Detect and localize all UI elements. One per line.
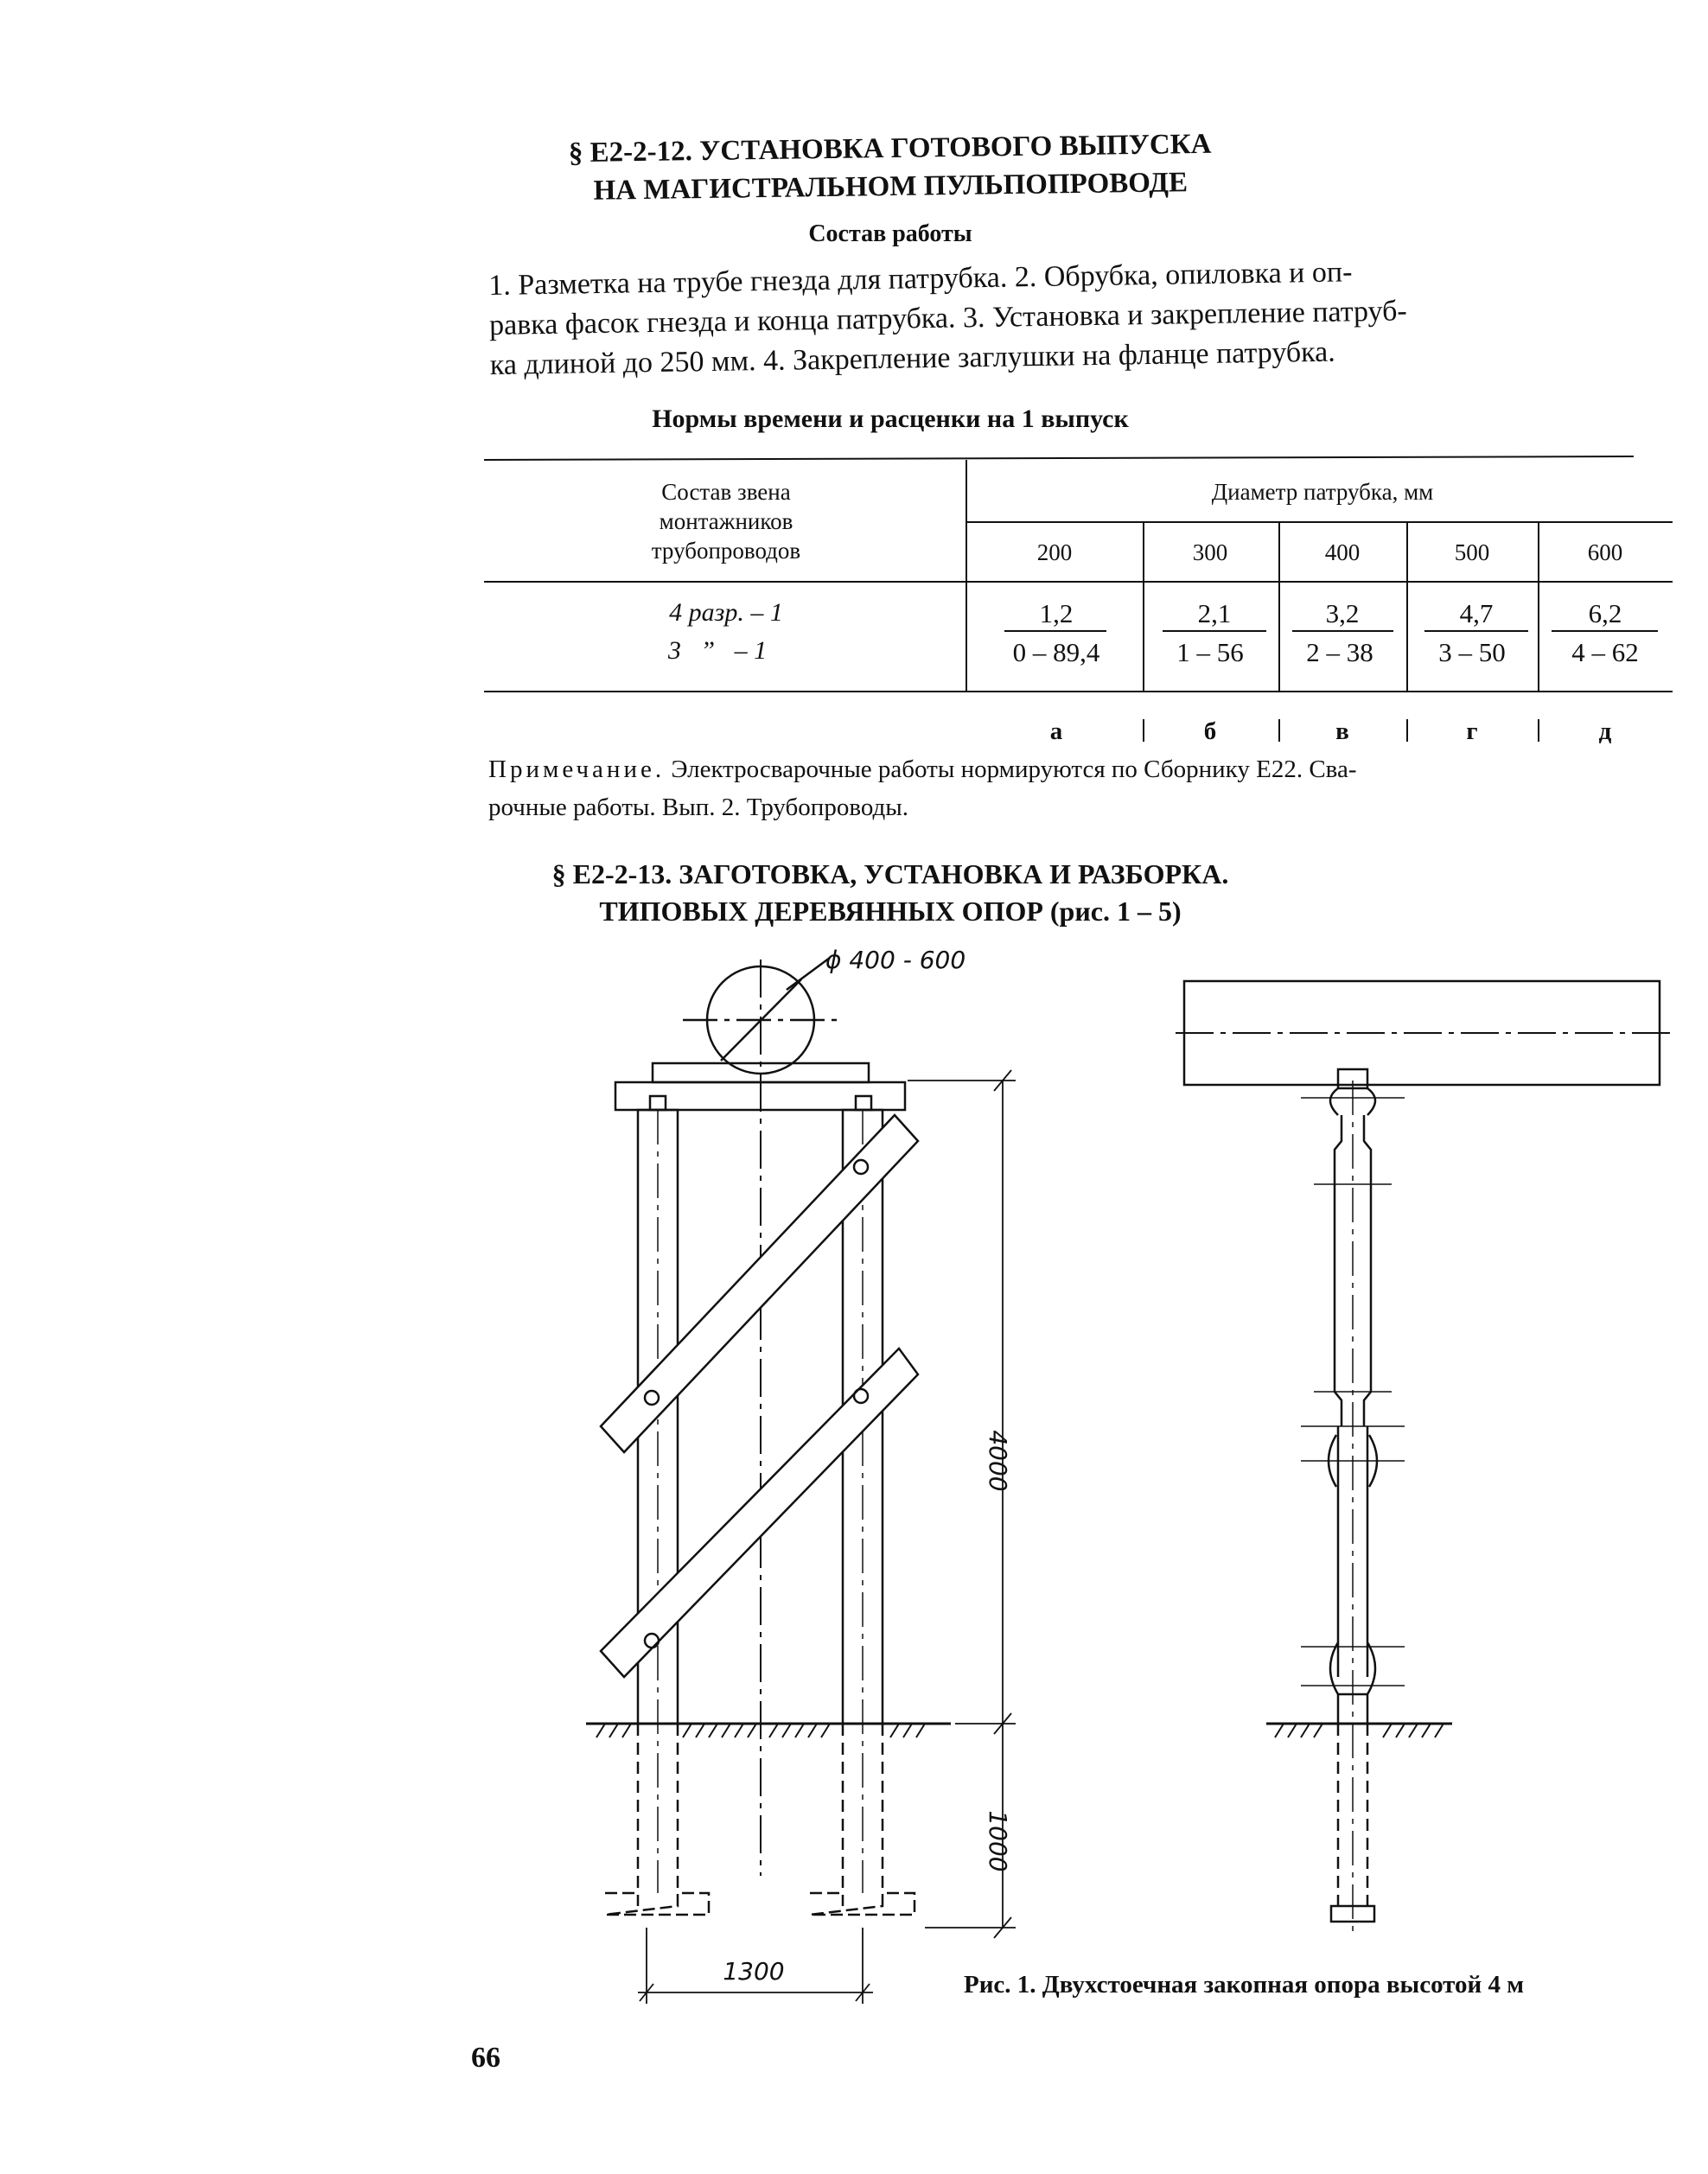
- section2-title-line2: ТИПОВЫХ ДЕРЕВЯННЫХ ОПОР (рис. 1 – 5): [599, 896, 1182, 927]
- figure-caption: Рис. 1. Двухстоечная закопная опора высотой 4 м: [964, 1971, 1525, 1999]
- norm-600: 6,2: [1588, 598, 1622, 628]
- rate-400: 2 – 38: [1306, 637, 1373, 667]
- col-letter-b: б: [1203, 717, 1217, 745]
- crew-header-line3: трубопроводов: [651, 538, 801, 564]
- note-text-1: Электросварочные работы нормируются по Сборнику Е22. Сва-: [665, 755, 1357, 783]
- col-letter-d: д: [1598, 717, 1612, 745]
- dimension-labels: [723, 946, 1012, 1986]
- col-letter-g: г: [1466, 717, 1478, 745]
- norm-400: 3,2: [1325, 598, 1360, 628]
- crew-line-2: 3 ” – 1: [667, 636, 768, 665]
- norm-300: 2,1: [1197, 598, 1232, 628]
- diameter-600: 600: [1587, 539, 1623, 565]
- diameter-200: 200: [1036, 539, 1073, 565]
- norm-200: 1,2: [1039, 598, 1074, 628]
- rate-500: 3 – 50: [1438, 637, 1506, 667]
- table-top-rule: [484, 456, 1634, 460]
- work-line-1: 1. Разметка на трубе гнезда для патрубка. 2. Обрубка, опиловка и оп-: [488, 256, 1353, 302]
- note-text-2: рочные работы. Вып. 2. Трубопроводы.: [488, 794, 908, 821]
- note: [488, 750, 1673, 826]
- width-label: 1300: [723, 1957, 785, 1986]
- diameter-500: 500: [1454, 539, 1490, 565]
- section-title-line1: § Е2-2-12. УСТАНОВКА ГОТОВОГО ВЫПУСКА: [568, 128, 1212, 169]
- diameter-300: 300: [1192, 539, 1228, 565]
- height-label: 4000: [984, 1430, 1012, 1492]
- side-view: [1176, 981, 1673, 1936]
- diameter-label: ϕ 400 - 600: [825, 946, 966, 974]
- norms-table: [0, 0, 1708, 778]
- work-composition-subtitle: Состав работы: [808, 220, 972, 247]
- depth-label: 1000: [984, 1810, 1012, 1872]
- crew-header-line1: Состав звена: [661, 479, 791, 505]
- section2-title: [285, 856, 1495, 930]
- norm-500: 4,7: [1459, 598, 1494, 628]
- col-letter-a: а: [1049, 717, 1063, 745]
- norms-caption: Нормы времени и расценки на 1 выпуск: [652, 405, 1129, 433]
- support-drawing: [0, 934, 1708, 2049]
- rate-600: 4 – 62: [1571, 637, 1639, 667]
- diameter-header: Диаметр патрубка, мм: [1211, 479, 1434, 505]
- crew-header-line2: монтажников: [659, 508, 793, 534]
- rate-300: 1 – 56: [1176, 637, 1244, 667]
- crew-line-1: 4 разр. – 1: [669, 598, 783, 627]
- section-title-line2: НА МАГИСТРАЛЬНОМ ПУЛЬПОПРОВОДЕ: [593, 167, 1189, 207]
- rate-200: 0 – 89,4: [1012, 637, 1100, 667]
- section2-title-line1: § Е2-2-13. ЗАГОТОВКА, УСТАНОВКА И РАЗБОРКА.: [551, 858, 1229, 889]
- page-number: 66: [471, 2042, 500, 2074]
- work-line-3: ка длиной до 250 мм. 4. Закрепление заглушки на фланце патрубка.: [489, 335, 1335, 381]
- note-lead: Примечание.: [488, 755, 666, 783]
- front-view: [586, 958, 1016, 2004]
- diameter-400: 400: [1324, 539, 1361, 565]
- col-letter-v: в: [1335, 717, 1349, 745]
- work-line-2: равка фасок гнезда и конца патрубка. 3. Установка и закрепление патруб-: [488, 295, 1407, 341]
